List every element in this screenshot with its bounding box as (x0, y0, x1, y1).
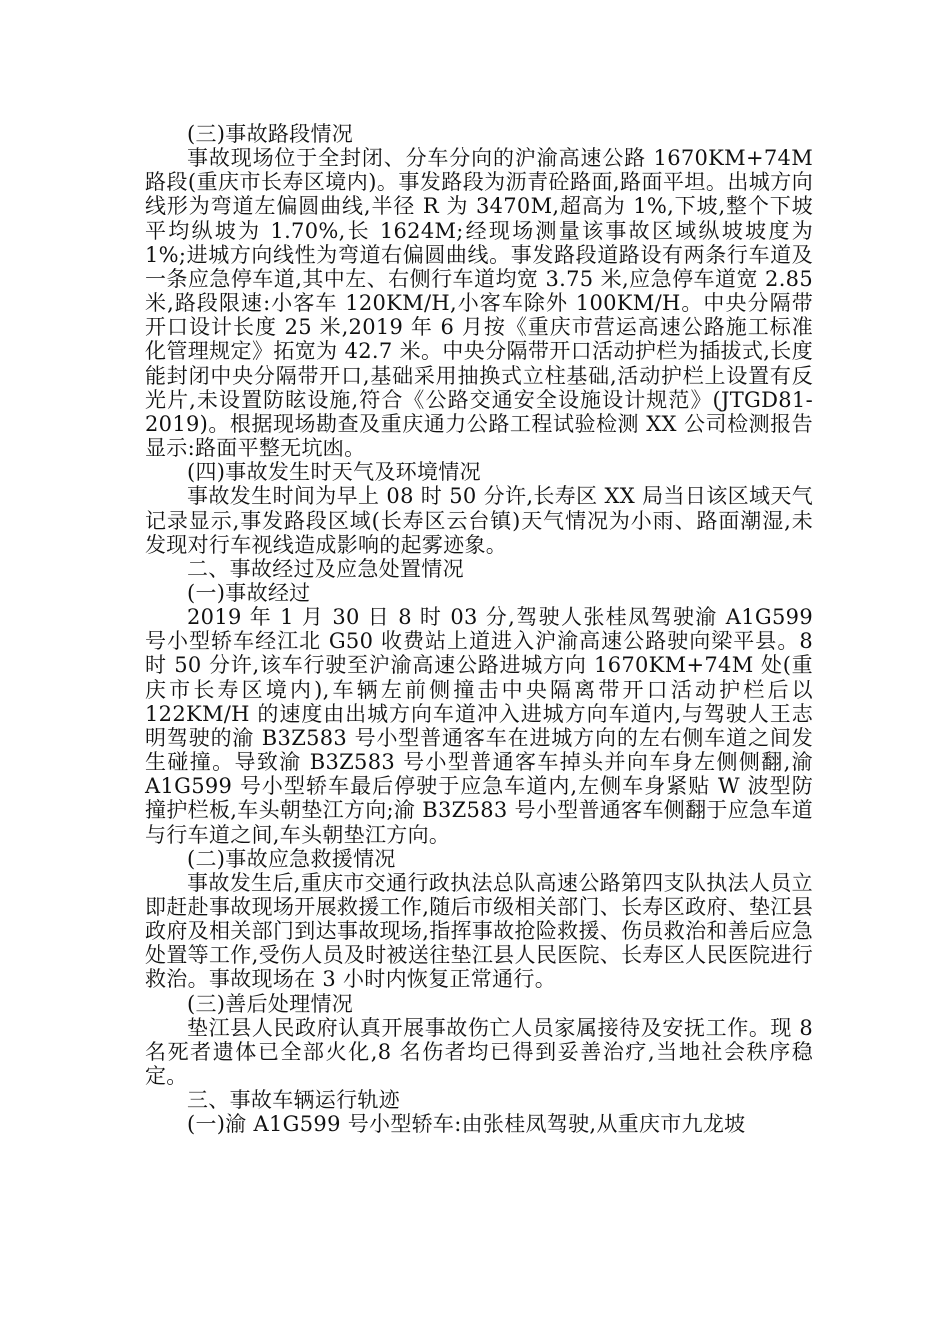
paragraph-rescue: 事故发生后,重庆市交通行政执法总队高速公路第四支队执法人员立即赶赴事故现场开展救援工作,随后市级相关部门、长寿区政府、垫江县政府及相关部门到达事故现场,指挥事故抢险救援、伤员救治和善后应急处置等工作,受伤人员及时被送往垫江县人民医院、长寿区人民医院进行救治。事故现场在 3 小时内恢复正常通行。 (145, 870, 813, 992)
section-heading-accident-process: (一)事故经过 (187, 580, 311, 605)
section-heading-vehicle-trajectory: 三、事故车辆运行轨迹 (187, 1088, 400, 1113)
section-heading-accident-road: (三)事故路段情况 (187, 122, 354, 146)
section-heading-vehicle-one: (一)渝 A1G599 号小型轿车:由张桂凤驾驶,从重庆市九龙坡 (187, 1112, 746, 1137)
section-heading-aftermath: (三)善后处理情况 (187, 991, 354, 1016)
document-page (145, 122, 813, 1137)
paragraph-aftermath: 垫江县人民政府认真开展事故伤亡人员家属接待及安抚工作。现 8 名死者遗体已全部火化,8 名伤者均已得到妥善治疗,当地社会秩序稳定。 (145, 1015, 813, 1089)
paragraph-weather: 事故发生时间为早上 08 时 50 分许,长寿区 XX 局当日该区域天气记录显示,事发路段区域(长寿区云台镇)天气情况为小雨、路面潮湿,未发现对行车视线造成影响的起雾迹象。 (145, 484, 813, 557)
section-heading-process-response: 二、事故经过及应急处置情况 (187, 556, 464, 581)
paragraph-accident-process: 2019 年 1 月 30 日 8 时 03 分,驾驶人张桂凤驾驶渝 A1G599 号小型轿车经江北 G50 收费站上道进入沪渝高速公路驶向梁平县。8 时 50 分许,该车行驶至沪渝高速公路进城方向 1670KM+74M 处(重庆市长寿区境内),车辆左前侧撞击中央隔离带开口活动护栏后以 122KM/H 的速度由出城方向车道冲入进城方向车道内,与驾驶人王志明驾驶的渝 B3Z583 号小型普通客车在进城方向的左右侧车道之间发生碰撞。导致渝 B3Z583 号小型普通客车掉头并向车身左侧侧翻,渝 A1G599 号小型轿车最后停驶于应急车道内,左侧车身紧贴 W 波型防撞护栏板,车头朝垫江方向;渝 B3Z583 号小型普通客车侧翻于应急车道与行车道之间,车头朝垫江方向。 (145, 605, 813, 847)
section-heading-weather: (四)事故发生时天气及环境情况 (187, 460, 481, 485)
paragraph-road-description: 事故现场位于全封闭、分车分向的沪渝高速公路 1670KM+74M 路段(重庆市长寿区境内)。事发路段为沥青砼路面,路面平坦。出城方向线形为弯道左偏圆曲线,半径 R 为 3470M,超高为 1%,下坡,整个下坡平均纵坡为 1.70%,长 1624M;经现场测量该事故区域纵坡坡度为 1%;进城方向线性为弯道右偏圆曲线。事发路段道路设有两条行车道及一条应急停车道,其中左、右侧行车道均宽 3.75 米,应急停车道宽 2.85 米,路段限速:小客车 120KM/H,小客车除外 100KM/H。中央分隔带开口设计长度 25 米,2019 年 6 月按《重庆市营运高速公路施工标准化管理规定》拓宽为 42.7 米。中央分隔带开口活动护栏为插拔式,长度能封闭中央分隔带开口,基础采用抽换式立柱基础,活动护栏上设置有反光片,未设置防眩设施,符合《公路交通安全设施设计规范》(JTGD81-2019)。根据现场勘查及重庆通力公路工程试验检测 XX 公司检测报告显示:路面平整无坑凼。 (145, 146, 813, 461)
section-heading-rescue: (二)事故应急救援情况 (187, 846, 396, 871)
